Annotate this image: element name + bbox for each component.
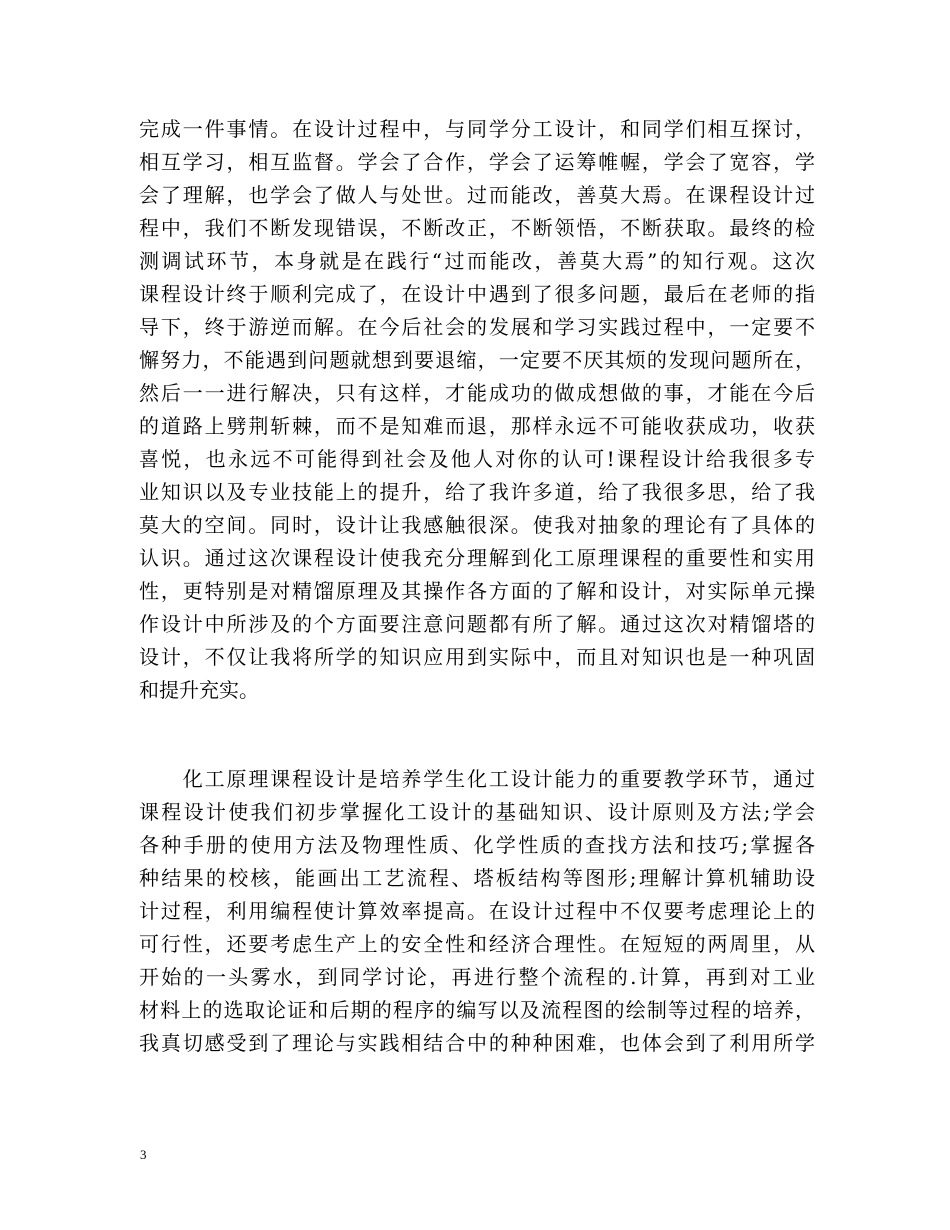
text-line: 喜悦，也永远不可能得到社会及他人对你的认可!课程设计给我很多专 (139, 447, 815, 471)
text-line: 会了理解，也学会了做人与处世。过而能改，善莫大焉。在课程设计过 (139, 183, 815, 207)
text-line: 可行性，还要考虑生产上的安全性和经济合理性。在短短的两周里，从 (139, 932, 815, 956)
text-line: 和提升充实。 (139, 678, 259, 702)
text-line: 作设计中所涉及的个方面要注意问题都有所了解。通过这次对精馏塔的 (139, 612, 815, 636)
text-line: 化工原理课程设计是培养学生化工设计能力的重要教学环节，通过 (139, 767, 815, 791)
text-line: 开始的一头雾水，到同学讨论，再进行整个流程的.计算，再到对工业 (139, 965, 815, 989)
text-line: 完成一件事情。在设计过程中，与同学分工设计，和同学们相互探讨， (139, 117, 815, 141)
text-line: 性，更特别是对精馏原理及其操作各方面的了解和设计，对实际单元操 (139, 579, 815, 603)
text-line: 设计，不仅让我将所学的知识应用到实际中，而且对知识也是一种巩固 (139, 645, 815, 669)
text-line: 的道路上劈荆斩棘，而不是知难而退，那样永远不可能收获成功，收获 (139, 414, 815, 438)
text-line: 程中，我们不断发现错误，不断改正，不断领悟，不断获取。最终的检 (139, 216, 815, 240)
text-line: 莫大的空间。同时，设计让我感触很深。使我对抽象的理论有了具体的 (139, 513, 815, 537)
paragraph-2 (139, 763, 815, 1060)
page-number: 3 (140, 1147, 147, 1162)
text-line: 我真切感受到了理论与实践相结合中的种种困难，也体会到了利用所学 (139, 1031, 815, 1055)
text-line: 业知识以及专业技能上的提升，给了我许多道，给了我很多思，给了我 (139, 480, 815, 504)
text-line: 认识。通过这次课程设计使我充分理解到化工原理课程的重要性和实用 (139, 546, 815, 570)
text-line: 种结果的校核，能画出工艺流程、塔板结构等图形;理解计算机辅助设 (139, 866, 815, 890)
text-line: 课程设计使我们初步掌握化工设计的基础知识、设计原则及方法;学会 (139, 800, 815, 824)
text-line: 计过程，利用编程使计算效率提高。在设计过程中不仅要考虑理论上的 (139, 899, 815, 923)
text-line: 课程设计终于顺利完成了，在设计中遇到了很多问题，最后在老师的指 (139, 282, 815, 306)
text-line: 导下，终于游逆而解。在今后社会的发展和学习实践过程中，一定要不 (139, 315, 815, 339)
text-line: 然后一一进行解决，只有这样，才能成功的做成想做的事，才能在今后 (139, 381, 815, 405)
text-line: 相互学习，相互监督。学会了合作，学会了运筹帷幄，学会了宽容，学 (139, 150, 815, 174)
paragraph-1 (139, 113, 815, 707)
text-line: 各种手册的使用方法及物理性质、化学性质的查找方法和技巧;掌握各 (139, 833, 815, 857)
text-line: 懈努力，不能遇到问题就想到要退缩，一定要不厌其烦的发现问题所在， (139, 348, 815, 372)
text-line: 测调试环节，本身就是在践行“过而能改，善莫大焉”的知行观。这次 (139, 249, 815, 273)
text-line: 材料上的选取论证和后期的程序的编写以及流程图的绘制等过程的培养， (139, 998, 815, 1022)
